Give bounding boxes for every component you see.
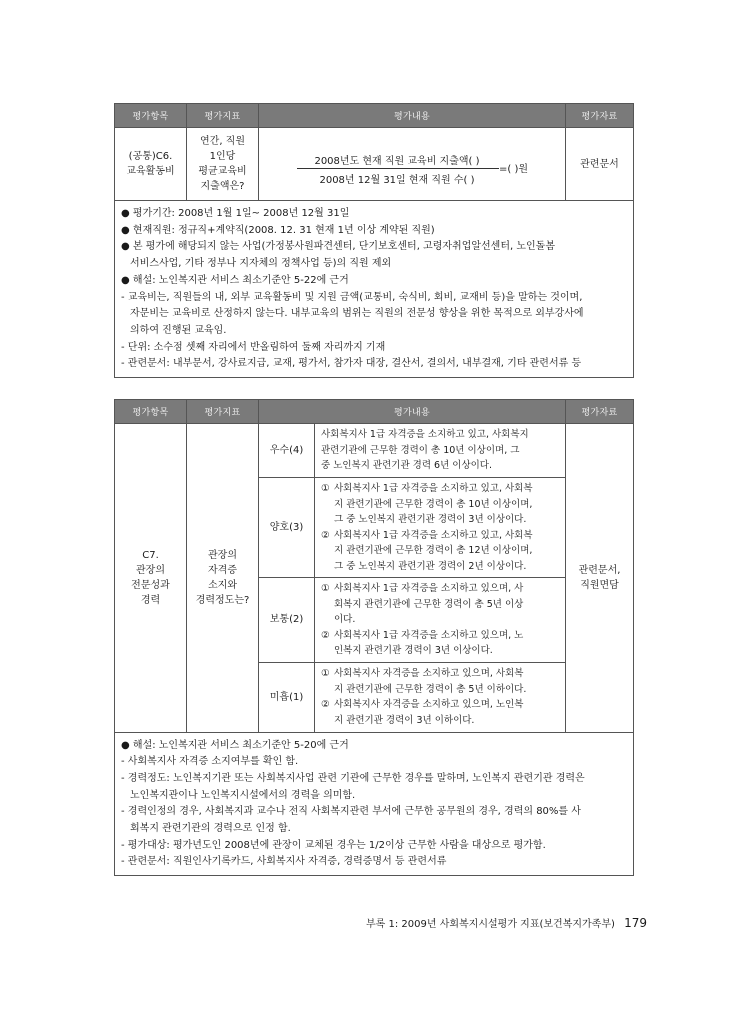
criteria-item: [321, 581, 560, 628]
note-line: - 사회복지사 자격증 소지여부를 확인 함.: [121, 756, 299, 768]
criteria-item: [321, 697, 560, 728]
note-line: - 경력정도: 노인복지기관 또는 사회복지사업 관련 기관에 근무한 경우를 말하며, 노인복지 관련기관 경력은: [121, 772, 585, 784]
eval-indicator-cell: [187, 128, 259, 201]
grade-label-fair: 보통(2): [259, 578, 315, 663]
criteria-line: 사회복지사 1급 자격증을 소지하고 있으며, 사: [334, 583, 524, 594]
criteria-line: 사회복지사 1급 자격증을 소지하고 있으며, 노: [334, 629, 524, 641]
eval-item-cell: [115, 424, 187, 733]
material-line: 직원면담: [580, 579, 619, 591]
grade-criteria-good: [315, 478, 566, 578]
indicator-line: 자격증: [208, 564, 237, 576]
eval-item-line: 전문성과: [131, 579, 170, 591]
note-line: 회복지 관련기관의 경력으로 인정 함.: [130, 823, 291, 835]
formula: [259, 128, 565, 200]
criteria-marker: ①: [321, 483, 330, 494]
note-line: ● 평가기간: 2008년 1월 1일~ 2008년 12월 31일: [121, 208, 350, 219]
eval-item-line: 교육활동비: [126, 166, 175, 177]
grade-label-poor: 미흡(1): [259, 662, 315, 732]
eval-material-cell: 관련문서: [566, 128, 634, 201]
evaluation-table-c6: [114, 103, 634, 378]
formula-numerator: 2008년도 현재 직원 교육비 지출액( ): [314, 156, 480, 167]
criteria-line: 지 관련기관에 근무한 경력이 총 12년 이상이며,: [334, 545, 533, 556]
eval-item-line: (공통)C6.: [128, 151, 173, 162]
header-eval-content: 평가내용: [259, 400, 566, 424]
eval-material-cell: [566, 424, 634, 733]
grade-criteria-fair: [315, 578, 566, 663]
header-eval-material: 평가자료: [566, 104, 634, 128]
indicator-line: 지출액은?: [200, 181, 245, 192]
note-line: 서비스사업, 기타 정부나 지자체의 정책사업 등)의 직원 제외: [130, 258, 392, 270]
note-line: 자문비는 교육비로 산정하지 않는다. 내부교육의 범위는 직원의 전문성 향상을 위한 목적으로 외부강사에: [130, 308, 584, 320]
formula-cell: [259, 128, 566, 201]
header-eval-content: 평가내용: [259, 104, 566, 128]
criteria-item: [321, 628, 560, 659]
grade-label-excellent: 우수(4): [259, 424, 315, 478]
criteria-line: 중 노인복지 관련기관 경력 6년 이상이다.: [321, 460, 492, 472]
indicator-line: 연간, 직원: [200, 136, 245, 147]
eval-indicator-cell: [187, 424, 259, 733]
grade-criteria-poor: [315, 662, 566, 732]
grade-criteria-excellent: [315, 424, 566, 478]
criteria-line: 사회복지사 자격증을 소지하고 있으며, 사회복: [334, 668, 524, 679]
formula-result: =( )원: [499, 164, 529, 175]
criteria-line: 인복지 관련기관 경력이 3년 이상이다.: [334, 645, 493, 656]
criteria-marker: ①: [321, 583, 330, 594]
header-eval-indicator: 평가지표: [187, 104, 259, 128]
eval-item-line: 관장의: [136, 564, 165, 576]
formula-fraction-bar: [297, 168, 499, 169]
notes-c6: [115, 201, 634, 378]
indicator-line: 경력정도는?: [195, 594, 250, 606]
indicator-line: 평균교육비: [198, 166, 247, 177]
criteria-line: 그 중 노인복지 관련기관 경력이 2년 이상이다.: [334, 560, 527, 572]
criteria-line: 관련기관에 근무한 경력이 총 10년 이상이며, 그: [321, 444, 520, 456]
note-line: - 경력인정의 경우, 사회복지과 교수나 전직 사회복지관련 부서에 근무한 공무원의 경우, 경력의 80%를 사: [121, 806, 581, 818]
header-eval-item: 평가항목: [115, 400, 187, 424]
note-line: ● 본 평가에 해당되지 않는 사업(가정봉사원파견센터, 단기보호센터, 고령자취업알선센터, 노인돌봄: [121, 241, 555, 253]
criteria-line: 사회복지사 1급 자격증을 소지하고 있고, 사회복: [334, 483, 533, 494]
criteria-item: [321, 528, 560, 575]
note-line: - 평가대상: 평가년도인 2008년에 관장이 교체된 경우는 1/2이상 근무한 사람을 대상으로 평가함.: [121, 839, 546, 851]
criteria-line: 회복지 관련기관에 근무한 경력이 총 5년 이상: [334, 598, 524, 610]
indicator-line: 1인당: [209, 151, 236, 162]
criteria-line: 지 관련기관에 근무한 경력이 총 5년 이하이다.: [334, 683, 527, 695]
criteria-marker: ②: [321, 629, 330, 641]
criteria-line: 사회복지사 1급 자격증을 소지하고 있고, 사회복: [334, 529, 533, 541]
criteria-item: [321, 481, 560, 528]
indicator-line: 소지와: [208, 579, 237, 591]
header-eval-indicator: 평가지표: [187, 400, 259, 424]
note-line: ● 해설: 노인복지관 서비스 최소기준안 5-22에 근거: [121, 274, 349, 286]
note-line: 의하여 진행된 교육임.: [130, 324, 227, 336]
header-eval-item: 평가항목: [115, 104, 187, 128]
note-line: - 관련문서: 직원인사기록카드, 사회복지사 자격증, 경력증명서 등 관련서류: [121, 856, 447, 868]
note-line: - 관련문서: 내부문서, 강사료지급, 교재, 평가서, 참가자 대장, 결산서, 결의서, 내부결재, 기타 관련서류 등: [121, 358, 582, 370]
criteria-marker: ①: [321, 668, 330, 679]
notes-c7: [115, 732, 634, 876]
eval-item-line: 경력: [140, 594, 161, 606]
note-line: ● 해설: 노인복지관 서비스 최소기준안 5-20에 근거: [121, 739, 349, 751]
criteria-line: 지 관련기관에 근무한 경력이 총 10년 이상이며,: [334, 498, 533, 510]
criteria-line: 그 중 노인복지 관련기관 경력이 3년 이상이다.: [334, 514, 527, 525]
evaluation-table-c7: [114, 399, 634, 876]
criteria-line: 지 관련기관 경력이 3년 이하이다.: [334, 714, 475, 726]
criteria-line: 사회복지사 자격증을 소지하고 있으며, 노인복: [334, 699, 524, 710]
note-line: - 단위: 소수점 셋째 자리에서 반올림하여 둘째 자리까지 기재: [121, 341, 386, 353]
header-eval-material: 평가자료: [566, 400, 634, 424]
grade-label-good: 양호(3): [259, 478, 315, 578]
note-line: - 교육비는, 직원들의 내, 외부 교육활동비 및 지원 금액(교통비, 숙식비, 회비, 교재비 등)을 말하는 것이며,: [121, 291, 583, 303]
material-line: 관련문서,: [578, 564, 621, 576]
note-line: 노인복지관이나 노인복지시설에서의 경력을 의미함.: [130, 789, 356, 801]
indicator-line: 관장의: [208, 549, 237, 561]
criteria-marker: ②: [321, 529, 330, 541]
page-number: 179: [624, 916, 647, 930]
criteria-item: [321, 666, 560, 697]
note-line: ● 현재직원: 정규직+계약직(2008. 12. 31 현재 1년 이상 계약된 직원): [121, 224, 435, 236]
footer-text: 부록 1: 2009년 사회복지시설평가 지표(보건복지가족부): [366, 919, 615, 930]
criteria-line: 사회복지사 1급 자격증을 소지하고 있고, 사회복지: [321, 429, 529, 441]
eval-item-cell: [115, 128, 187, 201]
criteria-marker: ②: [321, 699, 330, 710]
criteria-line: 이다.: [334, 614, 356, 625]
formula-denominator: 2008년 12월 31일 현재 직원 수( ): [319, 175, 475, 186]
eval-item-line: C7.: [142, 549, 159, 561]
page-footer: [366, 915, 647, 930]
